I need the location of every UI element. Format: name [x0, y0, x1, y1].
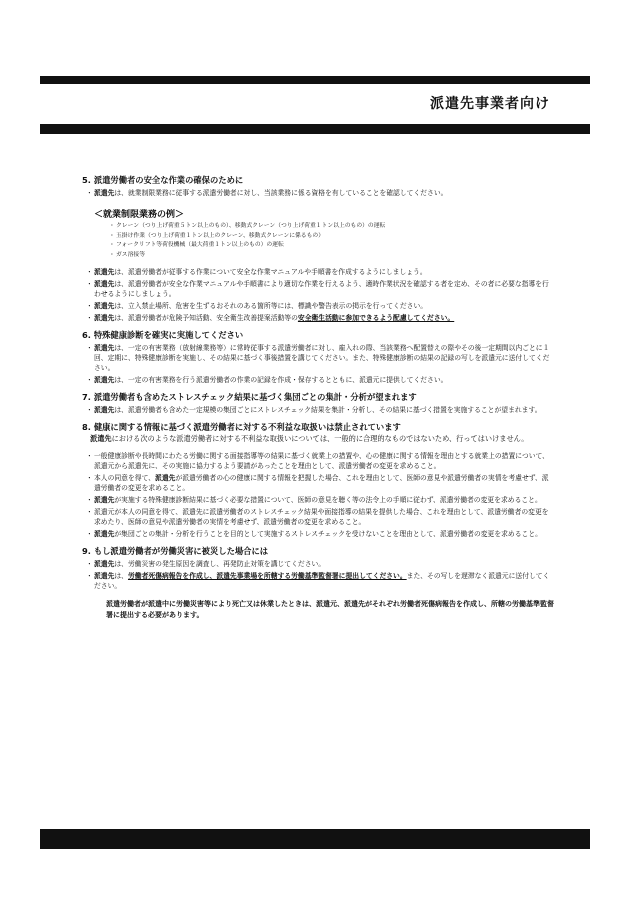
bullet-text: は、一定の有害業務（放射線業務等）に常時従事する派遣労働者に対し、雇入れの際、当該業務へ配置替えの際やその後一定期間以内ごとに１回、定期に、特殊健康診断を実施し、その結果に基づく事後措置を講じてください。また、特殊健康診断の結果の記録の写しを派遣元に送付してください。	[94, 344, 550, 372]
section-8-bullet-3	[82, 495, 554, 505]
subject: 派遣先	[94, 572, 115, 580]
bullet-text: は、派遣労働者が従事する作業について安全な作業マニュアルや手順書を作成するようにしましょう。	[114, 268, 427, 276]
section-5-bullet-1	[82, 188, 554, 198]
header-rule-bottom	[40, 124, 590, 134]
subject: 派遣先	[94, 302, 115, 310]
section-8-intro	[82, 433, 554, 444]
subject: 派遣先	[94, 376, 115, 384]
subject: 派遣先	[94, 344, 115, 352]
section-5-bullet-2	[82, 267, 554, 277]
subject: 派遣先	[94, 189, 115, 197]
subject: 派遣先	[94, 560, 115, 568]
footer-rule	[40, 829, 590, 849]
section-5-bullet-5	[82, 313, 554, 323]
bullet-post: また、その写しを遅滞なく派遣元に送付してください。	[94, 572, 550, 590]
example-item: ・ ガス溶接等	[82, 251, 554, 261]
page-title: 派遣先事業者向け	[430, 96, 550, 112]
section-9-bullet-1	[82, 559, 554, 569]
example-item: ・ 玉掛け作業（つり上げ荷重１トン以上のクレーン、移動式クレーンに係るもの）	[82, 232, 554, 242]
section-6-title: 6. 特殊健康診断を確実に実施してください	[82, 330, 244, 340]
section-8-bullet-1: ・ 一般健康診断や長時間にわたる労働に関する面接指導等の結果に基づく就業上の措置や、心の健康に関する情報を理由とする就業上の措置について、派遣元から派遣先に、その実施に協力するよう要請があったことを理由として、派遣労働者の変更を求めること。	[82, 451, 554, 471]
bullet-text: が派遣労働者の心の健康に関する情報を把握した場合、これを理由として、医師の意見や派遣労働者の実情を考慮せず、派遣労働者の変更を求めること。	[94, 474, 549, 492]
section-8-title: 8. 健康に関する情報に基づく派遣労働者に対する不利益な取扱いは禁止されています	[82, 422, 401, 432]
document-body	[82, 174, 554, 621]
intro-text: における次のような派遣労働者に対する不利益な取扱いについては、一般的に合理的なものではないため、行ってはいけません。	[111, 434, 529, 443]
subject: 派遣先	[94, 406, 115, 414]
subject: 派遣先	[90, 434, 112, 443]
subject: 派遣先	[94, 280, 115, 288]
section-5-bullet-4	[82, 301, 554, 311]
bullet-text: は、就業制限業務に従事する派遣労働者に対し、当該業務に係る資格を有していることを確認してください。	[114, 189, 448, 197]
section-8-bullet-2	[82, 473, 554, 493]
header-rule-top	[40, 76, 590, 84]
bullet-text: は、派遣労働者も含めた一定規模の集団ごとにストレスチェック結果を集計・分析し、その結果に基づく措置を実施することが望まれます。	[114, 406, 542, 414]
bullet-text: は、一定の有害業務を行う派遣労働者の作業の記録を作成・保存するとともに、派遣元に提供してください。	[114, 376, 448, 384]
section-8-bullet-4: ・ 派遣元が本人の同意を得て、派遣先に派遣労働者のストレスチェック結果や面接指導の結果を提供した場合、これを理由として、派遣労働者の変更を求めたり、医師の意見や派遣労働者の実情を考慮せず、派遣労働者の変更を求めること。	[82, 507, 554, 527]
bullet-text: は、派遣労働者が安全な作業マニュアルや手順書により適切な作業を行えるよう、適時作業状況を確認する者を定め、その者に必要な指導を行わせるようにしましょう。	[94, 280, 549, 298]
subject: 派遣先	[94, 496, 115, 504]
bullet-text: が集団ごとの集計・分析を行うことを目的として実施するストレスチェックを受けないことを理由として、派遣労働者の変更を求めること。	[114, 530, 542, 538]
example-item: ・ フォークリフト等荷役機械（最大荷重１トン以上のもの）の運転	[82, 241, 554, 251]
section-7-title: 7. 派遣労働者も含めたストレスチェック結果に基づく集団ごとの集計・分析が望まれます	[82, 392, 417, 402]
section-7-bullet-1	[82, 405, 554, 415]
example-title: ＜就業制限業務の例＞	[94, 210, 185, 220]
subject: 派遣先	[94, 530, 115, 538]
bullet-pre: は、	[114, 572, 128, 580]
closing-note: 派遣労働者が派遣中に労働災害等により死亡又は休業したときは、派遣元、派遣先がそれぞれ労働者死傷病報告を作成し、所轄の労働基準監督署に提出する必要があります。	[106, 600, 554, 619]
bullet-text: は、立入禁止場所、危害を生ずるおそれのある箇所等には、標識や警告表示の掲示を行ってください。	[114, 302, 428, 310]
section-8-bullet-5	[82, 529, 554, 539]
section-5-bullet-3	[82, 279, 554, 299]
section-6-bullet-2	[82, 375, 554, 385]
emphasis-text: 労働者死傷病報告を作成し、派遣先事業場を所轄する労働基準監督署に提出してください。	[127, 572, 407, 580]
subject: 派遣先	[94, 268, 115, 276]
bullet-pre: 本人の同意を得て、	[94, 474, 156, 482]
bullet-text: は、派遣労働者が危険予知活動、安全衛生改善提案活動等の	[114, 314, 298, 322]
section-9-title: 9. もし派遣労働者が労働災害に被災した場合には	[82, 546, 269, 556]
emphasis-text: 安全衛生活動に参加できるよう配慮してください。	[297, 314, 455, 322]
bullet-text: は、労働災害の発生原因を調査し、再発防止対策を講じてください。	[114, 560, 326, 568]
section-5-title: 5. 派遣労働者の安全な作業の確保のために	[82, 175, 244, 185]
section-6-bullet-1	[82, 343, 554, 373]
subject: 派遣先	[94, 314, 115, 322]
example-item: ・ クレーン（つり上げ荷重５トン以上のもの）、移動式クレーン（つり上げ荷重１トン以上のもの）の運転	[82, 222, 554, 232]
section-9-bullet-2	[82, 571, 554, 591]
subject: 派遣先	[155, 474, 176, 482]
bullet-text: が実施する特殊健康診断結果に基づく必要な措置について、医師の意見を聴く等の法令上の手順に従わず、派遣労働者の変更を求めること。	[114, 496, 542, 504]
